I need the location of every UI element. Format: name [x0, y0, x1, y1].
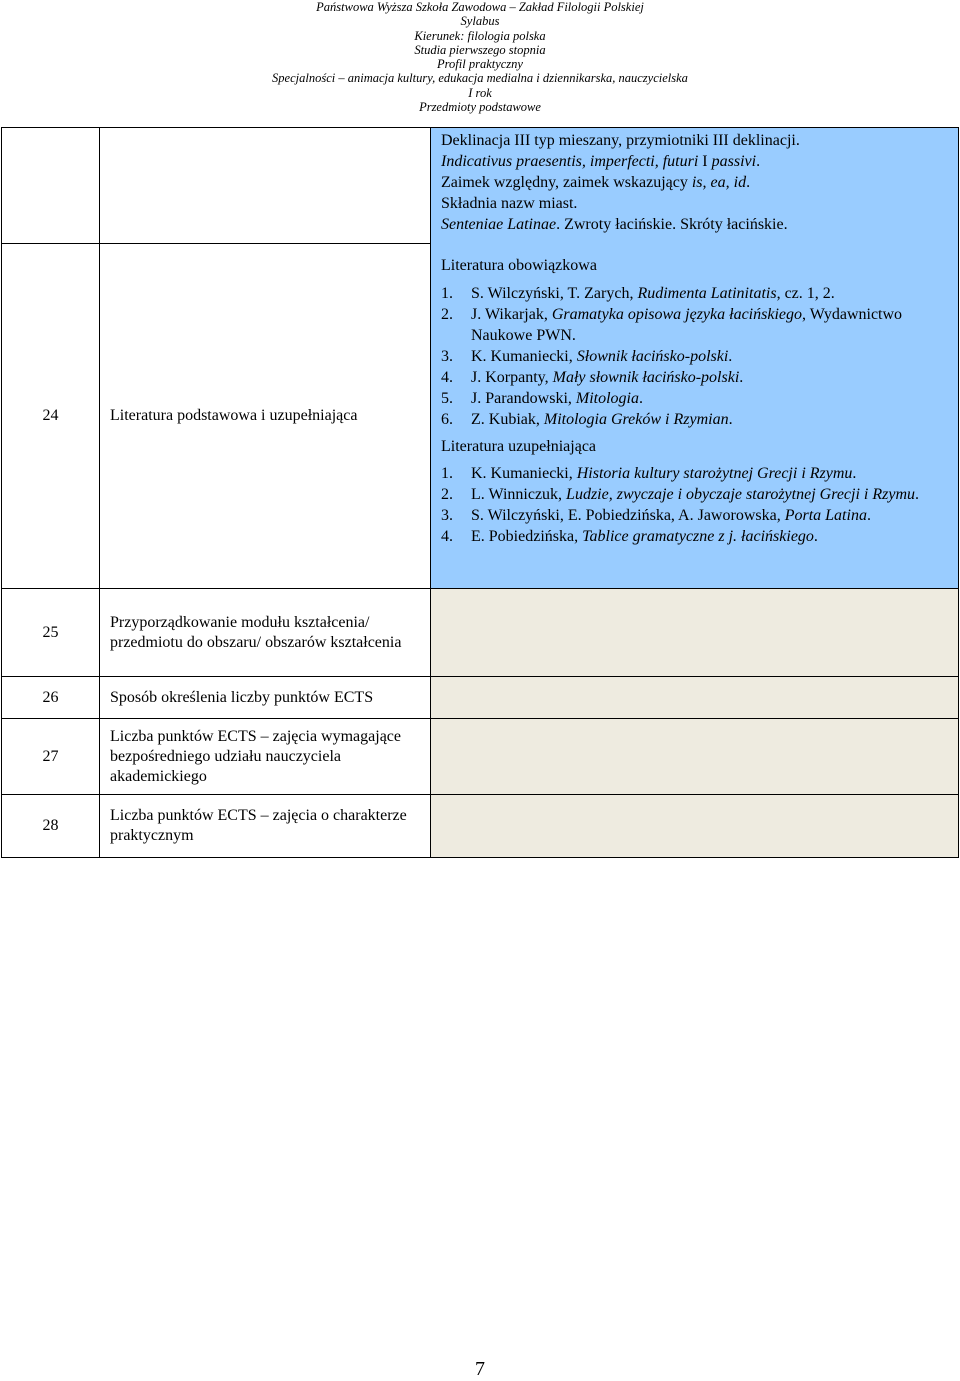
- row-label: Liczba punktów ECTS – zajęcia wymagające bezpośredniego udziału nauczyciela akademickiego: [100, 719, 431, 795]
- row-number: 25: [2, 589, 100, 677]
- header-profile: Profil praktyczny: [437, 57, 523, 72]
- list-item: 4. J. Korpanty, Mały słownik łacińsko-polski.: [441, 368, 744, 386]
- list-item: 2. L. Winniczuk, Ludzie, zwyczaje i obyczaje starożytnej Grecji i Rzymu.: [441, 485, 920, 503]
- table-row-top-content: [2, 128, 959, 244]
- table-row-26: [2, 677, 959, 719]
- top-content-line-2: Indicativus praesentis, imperfecti, futuri I passivi.: [441, 153, 761, 170]
- page-number: 7: [475, 1358, 485, 1380]
- table-row-25: [2, 589, 959, 677]
- empty-value-cell: [431, 589, 959, 677]
- list-item: 1. S. Wilczyński, T. Zarych, Rudimenta Latinitatis, cz. 1, 2.: [441, 284, 835, 302]
- literature-cell: [431, 244, 959, 589]
- row-label: Literatura podstawowa i uzupełniająca: [100, 244, 431, 589]
- top-content-line-3: Zaimek względny, zaimek wskazujący is, ea, id.: [441, 174, 751, 191]
- top-content-cell: [431, 128, 959, 244]
- literature-required-list: [441, 283, 950, 430]
- literature-supplementary-heading: Literatura uzupełniająca: [441, 437, 597, 455]
- top-content-line-1: Deklinacja III typ mieszany, przymiotniki III deklinacji.: [441, 132, 800, 149]
- list-item: 3. S. Wilczyński, E. Pobiedzińska, A. Jaworowska, Porta Latina.: [441, 506, 871, 524]
- row-number: 28: [2, 795, 100, 858]
- row-label: Przyporządkowanie modułu kształcenia/ przedmiotu do obszaru/ obszarów kształcenia: [100, 589, 431, 677]
- syllabus-table: [1, 127, 959, 858]
- header-doc-type: Sylabus: [460, 14, 500, 29]
- table-row-27: [2, 719, 959, 795]
- header-field: Kierunek: filologia polska: [414, 28, 546, 43]
- header-institution: Państwowa Wyższa Szkoła Zawodowa – Zakład Filologii Polskiej: [316, 0, 644, 14]
- document-header: [0, 0, 960, 114]
- top-content-line-5: Senteniae Latinae. Zwroty łacińskie. Skróty łacińskie.: [441, 216, 788, 233]
- list-item: 2. J. Wikarjak, Gramatyka opisowa języka łacińskiego, Wydawnictwo Naukowe PWN.: [441, 305, 903, 344]
- row-label: Sposób określenia liczby punktów ECTS: [100, 677, 431, 719]
- literature-required-heading: Literatura obowiązkowa: [441, 256, 597, 274]
- row-number: 26: [2, 677, 100, 719]
- row-number: 24: [2, 244, 100, 589]
- list-item: 1. K. Kumaniecki, Historia kultury starożytnej Grecji i Rzymu.: [441, 464, 857, 482]
- header-category: Przedmioty podstawowe: [419, 100, 541, 115]
- table-row-28: [2, 795, 959, 858]
- top-content-line-4: Składnia nazw miast.: [441, 195, 578, 212]
- empty-value-cell: [431, 677, 959, 719]
- header-specialties: Specjalności – animacja kultury, edukacja medialna i dziennikarska, nauczycielska: [272, 71, 688, 86]
- list-item: 3. K. Kumaniecki, Słownik łacińsko-polski.: [441, 347, 733, 365]
- list-item: 6. Z. Kubiak, Mitologia Greków i Rzymian.: [441, 410, 733, 428]
- header-year: I rok: [468, 85, 492, 100]
- row-number: 27: [2, 719, 100, 795]
- list-item: 4. E. Pobiedzińska, Tablice gramatyczne z j. łacińskiego.: [441, 527, 818, 545]
- header-level: Studia pierwszego stopnia: [414, 42, 546, 57]
- row-label: Liczba punktów ECTS – zajęcia o charakterze praktycznym: [100, 795, 431, 858]
- list-item: 5. J. Parandowski, Mitologia.: [441, 389, 643, 407]
- empty-value-cell: [431, 719, 959, 795]
- table-row-24: [2, 244, 959, 589]
- empty-value-cell: [431, 795, 959, 858]
- literature-supplementary-list: [441, 463, 950, 547]
